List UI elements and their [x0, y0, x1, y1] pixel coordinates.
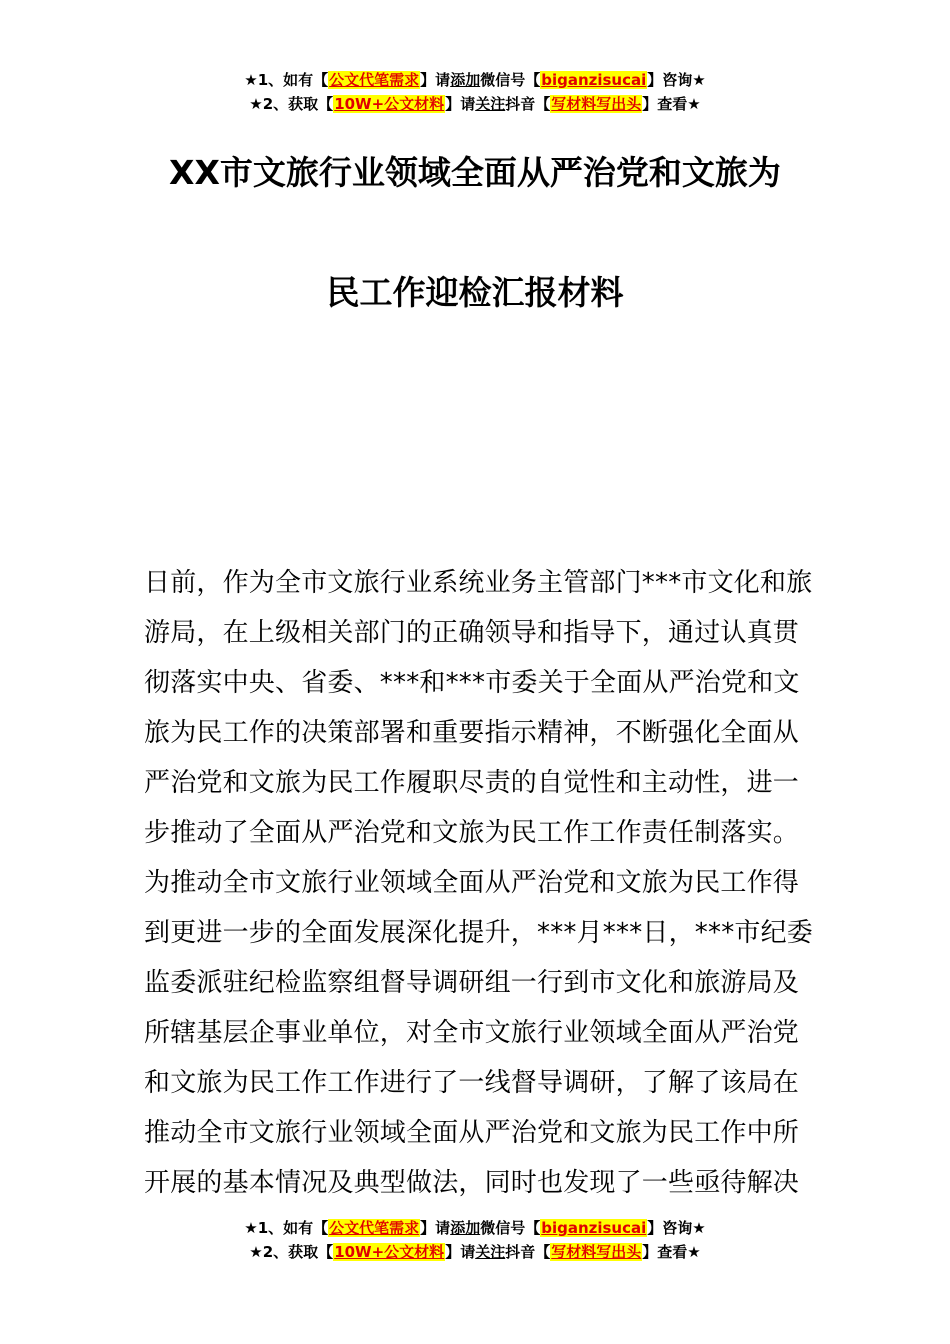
notice-text: 】咨询★ [647, 71, 706, 89]
notice-text: 】请 [445, 95, 476, 113]
notice-text: ★1、如有【 [244, 71, 329, 89]
body-line: 旅为民工作的决策部署和重要指示精神，不断强化全面从 [144, 718, 800, 748]
notice-text: ★2、获取【 [249, 95, 334, 113]
notice-highlight: 公文代笔需求 [329, 1219, 420, 1237]
notice-text: 】请 [420, 71, 451, 89]
notice-highlight: biganzisucai [541, 1219, 647, 1237]
body-line: 到更进一步的全面发展深化提升，***月***日，***市纪委 [144, 918, 814, 948]
notice-line-1 [0, 1216, 950, 1240]
body-line: 所辖基层企事业单位，对全市文旅行业领域全面从严治党 [144, 1018, 800, 1048]
document-title-line-2: 民工作迎检汇报材料 [326, 273, 624, 312]
notice-underline: 添加 [450, 1219, 481, 1237]
notice-text: ★1、如有【 [244, 1219, 329, 1237]
body-line: 步推动了全面从严治党和文旅为民工作工作责任制落实。 [144, 818, 800, 848]
document-body [144, 558, 814, 1208]
body-line: 推动全市文旅行业领域全面从严治党和文旅为民工作中所 [144, 1118, 800, 1148]
body-line: 日前，作为全市文旅行业系统业务主管部门***市文化和旅 [144, 568, 813, 598]
notice-highlight: 10W+公文材料 [334, 95, 445, 113]
footer-notice [0, 1216, 950, 1264]
notice-highlight: 10W+公文材料 [334, 1243, 445, 1261]
notice-underline: 关注 [475, 95, 506, 113]
body-line: 彻落实中央、省委、***和***市委关于全面从严治党和文 [144, 668, 800, 698]
notice-text: 微信号【 [480, 71, 541, 89]
notice-highlight: 写材料写出头 [551, 1243, 642, 1261]
notice-text: ★2、获取【 [249, 1243, 334, 1261]
notice-text: 】请 [420, 1219, 451, 1237]
notice-line-2 [0, 92, 950, 116]
body-line: 开展的基本情况及典型做法，同时也发现了一些亟待解决 [144, 1168, 800, 1198]
header-notice [0, 68, 950, 116]
document-title-line-1: XX市文旅行业领域全面从严治党和文旅为 [169, 153, 781, 192]
notice-text: 】咨询★ [647, 1219, 706, 1237]
notice-text: 】查看★ [642, 95, 701, 113]
notice-text: 抖音【 [505, 1243, 551, 1261]
body-line: 为推动全市文旅行业领域全面从严治党和文旅为民工作得 [144, 868, 800, 898]
body-line: 严治党和文旅为民工作履职尽责的自觉性和主动性，进一 [144, 768, 800, 798]
notice-highlight: biganzisucai [541, 71, 647, 89]
body-line: 游局，在上级相关部门的正确领导和指导下，通过认真贯 [144, 618, 800, 648]
notice-text: 微信号【 [480, 1219, 541, 1237]
notice-line-1 [0, 68, 950, 92]
notice-text: 】请 [445, 1243, 476, 1261]
notice-text: 】查看★ [642, 1243, 701, 1261]
body-line: 和文旅为民工作工作进行了一线督导调研，了解了该局在 [144, 1068, 800, 1098]
notice-highlight: 写材料写出头 [551, 95, 642, 113]
notice-underline: 关注 [475, 1243, 506, 1261]
notice-text: 抖音【 [505, 95, 551, 113]
notice-line-2 [0, 1240, 950, 1264]
notice-underline: 添加 [450, 71, 481, 89]
body-line: 监委派驻纪检监察组督导调研组一行到市文化和旅游局及 [144, 968, 800, 998]
notice-highlight: 公文代笔需求 [329, 71, 420, 89]
